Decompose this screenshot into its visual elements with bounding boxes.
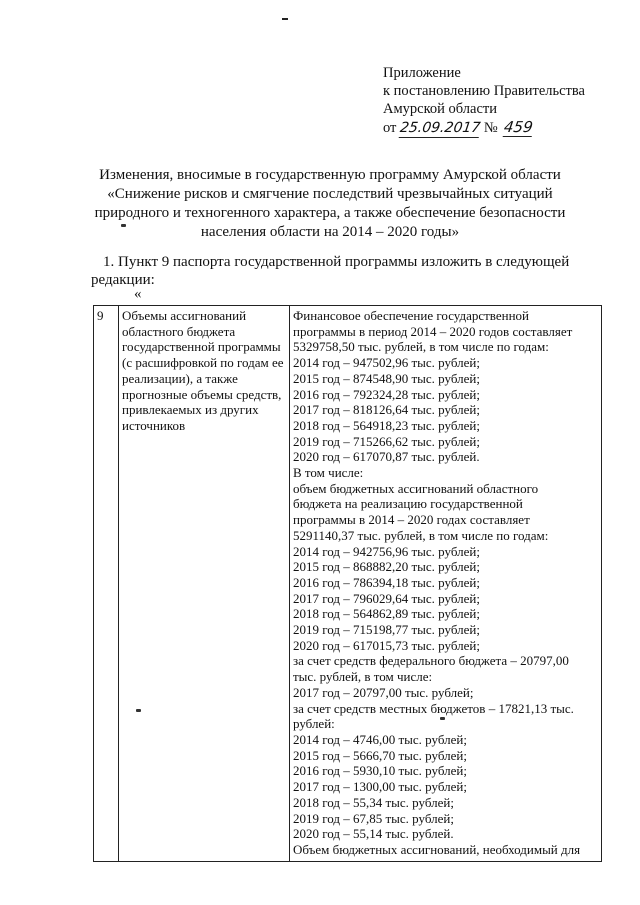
content-line: 2014 год – 4746,00 тыс. рублей; [293,731,467,747]
content-line: объем бюджетных ассигнований областного [293,480,539,496]
scan-mark [282,18,288,20]
row-number-cell [94,306,119,862]
content-line: 2018 год – 564862,89 тыс. рублей; [293,606,480,622]
annex-date-line [383,118,585,138]
content-line: 2020 год – 617015,73 тыс. рублей; [293,637,480,653]
paragraph-line-2: редакции: [91,272,155,288]
content-line: 2015 год – 5666,70 тыс. рублей; [293,747,467,763]
content-line: 2019 год – 715198,77 тыс. рублей; [293,622,480,638]
label-line: (с расшифровкой по годам ее [122,355,284,371]
document-title [70,166,590,242]
content-line: 2017 год – 818126,64 тыс. рублей; [293,402,480,418]
annex-line-2: к постановлению Правительства [383,83,585,99]
content-line: 2018 год – 564918,23 тыс. рублей; [293,417,480,433]
content-line: программы в 2014 – 2020 годах составляет [293,512,530,528]
label-line: областного бюджета [122,323,236,339]
content-line: 2019 год – 715266,62 тыс. рублей; [293,433,480,449]
label-line: прогнозные объемы средств, [122,386,282,402]
scan-speck [136,709,141,712]
content-line: 5291140,37 тыс. рублей, в том числе по годам: [293,527,549,543]
content-lines [293,308,598,858]
scan-speck [121,224,126,227]
content-line: рублей: [293,716,335,732]
label-line: Объемы ассигнований [122,308,247,323]
title-line-3: природного и техногенного характера, а также обеспечение безопасности [94,205,566,221]
amendment-paragraph [91,253,608,289]
row-number: 9 [97,308,104,323]
content-line: 2017 год – 1300,00 тыс. рублей; [293,779,467,795]
label-line: источников [122,417,186,433]
table-row [94,306,602,862]
content-line: 2016 год – 5930,10 тыс. рублей; [293,763,467,779]
content-line: 2014 год – 942756,96 тыс. рублей; [293,543,480,559]
paragraph-line-1: 1. Пункт 9 паспорта государственной программы изложить в следующей [103,254,570,270]
date-prefix: от [383,120,397,136]
content-line: бюджета на реализацию государственной [293,496,523,512]
handwritten-number: 459 [503,118,535,136]
content-line: 2018 год – 55,34 тыс. рублей; [293,794,454,810]
content-line: В том числе: [293,465,364,481]
content-line: 2020 год – 617070,87 тыс. рублей. [293,449,480,465]
content-line: 2017 год – 20797,00 тыс. рублей; [293,684,474,700]
content-line: 2015 год – 874548,90 тыс. рублей; [293,370,480,386]
label-cell [119,306,290,862]
content-line: 2017 год – 796029,64 тыс. рублей; [293,590,480,606]
label-line: реализации), а также [122,370,238,386]
annex-line-3: Амурской области [383,101,497,117]
content-line: программы в период 2014 – 2020 годов составляет [293,323,573,339]
annex-line-1: Приложение [383,65,461,81]
content-line: 2020 год – 55,14 тыс. рублей. [293,826,454,842]
title-line-1: Изменения, вносимые в государственную программу Амурской области [99,167,561,183]
label-line: привлекаемых из других [122,402,259,418]
title-line-2: «Снижение рисков и смягчение последствий чрезвычайных ситуаций [107,186,553,202]
label-lines [122,308,286,434]
content-line: 2014 год – 947502,96 тыс. рублей; [293,355,480,371]
passport-table [93,305,602,862]
content-line: 2016 год – 792324,28 тыс. рублей; [293,386,480,402]
title-line-4: населения области на 2014 – 2020 годы» [200,224,460,240]
content-line: тыс. рублей, в том числе: [293,669,433,685]
content-line: Финансовое обеспечение государственной [293,308,530,323]
scan-speck [440,717,445,720]
open-quote: « [134,286,142,302]
content-line: 2016 год – 786394,18 тыс. рублей; [293,574,480,590]
content-line: за счет средств местных бюджетов – 17821,13 тыс. [293,700,574,716]
annex-header [383,64,585,138]
content-line: 2015 год – 868882,20 тыс. рублей; [293,559,480,575]
content-cell [290,306,602,862]
content-line: 5329758,50 тыс. рублей, в том числе по годам: [293,339,549,355]
label-line: государственной программы [122,339,281,355]
content-line: Объем бюджетных ассигнований, необходимый для [293,841,581,857]
number-prefix: № [483,120,498,136]
handwritten-date: 25.09.2017 [398,120,482,136]
content-line: за счет средств федерального бюджета – 20797,00 [293,653,569,669]
content-line: 2019 год – 67,85 тыс. рублей; [293,810,454,826]
